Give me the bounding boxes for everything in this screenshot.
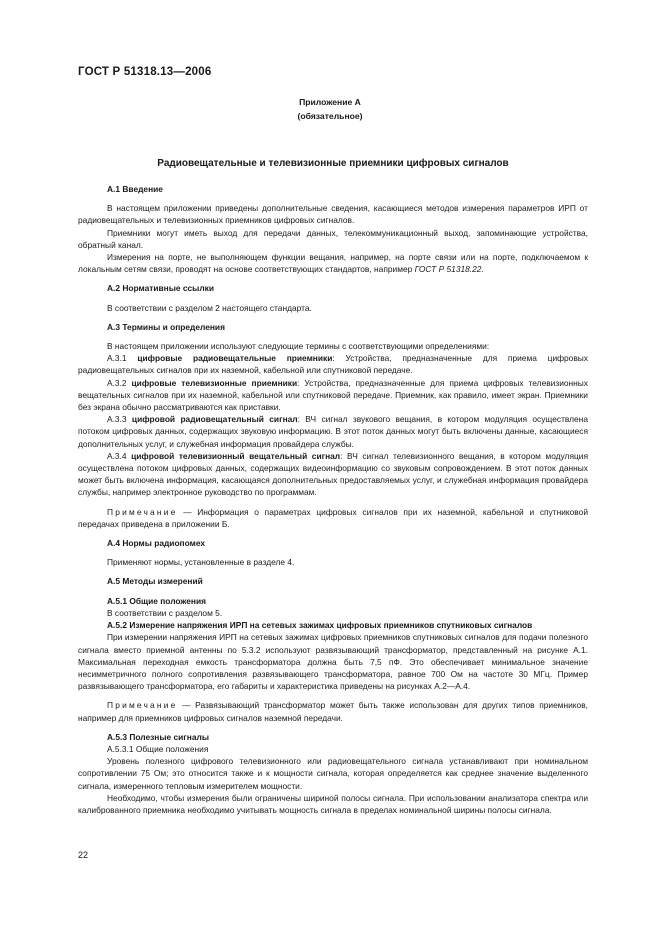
section-heading-a3: А.3 Термины и определения xyxy=(107,321,225,332)
note-text: — Информация о параметрах цифровых сигналов при их наземной, кабельной и спутниковой передачах приведена в приложении Б. xyxy=(78,506,588,529)
term-a3-1 xyxy=(78,352,588,376)
paragraph-a1-3-end: . xyxy=(481,264,484,275)
term-definition: : Устройства, предназначенные для приема цифровых радиовещательных сигналов при их наземной, кабельной или спутниковой передаче. xyxy=(78,353,588,376)
term-number: А.3.3 xyxy=(107,414,132,425)
annex-label-block xyxy=(240,95,420,123)
term-number: А.3.4 xyxy=(107,450,132,461)
note-text: — Развязывающий трансформатор может быть также использован для других типов приемников, например для приемников цифровых сигналов наземной передачи. xyxy=(78,700,588,723)
paragraph-a1-1: В настоящем приложении приведены дополнительные сведения, касающиеся методов измерения параметров ИРП от радиовещательных и телевизионных приемников цифровых сигналов. xyxy=(78,203,588,226)
subsection-heading-a5-1: А.5.1 Общие положения xyxy=(107,595,206,606)
term-number: А.3.1 xyxy=(107,353,138,364)
subsection-heading-a5-2: А.5.2 Измерение напряжения ИРП на сетевых зажимах цифровых приемников спутниковых сигналов xyxy=(107,620,533,631)
note-label: Примечание xyxy=(107,506,178,517)
paragraph-a1-2: Приемники могут иметь выход для передачи данных, телекоммуникационный выход, запоминающие устройства, обратный канал. xyxy=(78,227,588,250)
paragraph-a5-1: В соответствии с разделом 5. xyxy=(107,607,223,618)
term-a3-2 xyxy=(78,377,588,414)
term-name: цифровые радиовещательные приемники xyxy=(137,353,333,364)
section-heading-a2: А.2 Нормативные ссылки xyxy=(107,283,214,294)
paragraph-a5-3-1-2: Необходимо, чтобы измерения были ограничены шириной полосы сигнала. При использовании анализатора спектра или калиброванного приемника необходимо учитывать мощность сигнала в пределах номинальной ширины полосы сигнала. xyxy=(78,792,588,815)
note-label: Примечание xyxy=(107,700,178,711)
term-definition: : ВЧ сигнал звукового вещания, в котором модуляция осуществлена потоком цифровых данных, содержащих звуковую информацию. В этот поток данных могут быть включены данные, касающиеся дополнительных услуг, и служебная информация провайдера службы. xyxy=(78,414,588,449)
paragraph-a5-3-1-1: Уровень полезного цифрового телевизионного или радиовещательного сигнала устанавливают при номинальном сопротивлении 75 Ом; это относится также и к мощности сигнала, которая определяется как среднее значение выделенного сигнала, измеренного тепловым измерителем мощности. xyxy=(78,756,588,791)
annex-title: Радиовещательные и телевизионные приемники цифровых сигналов xyxy=(157,158,509,169)
note-a5-2 xyxy=(78,699,588,723)
document-body xyxy=(78,183,588,816)
term-definition: : Устройства, предназначенные для приема цифровых телевизионных вещательных сигналов при их наземной, кабельной или спутниковой передаче. Приемник, как правило, имеет экран. Приемники без экрана обычно рассматриваются как приставки. xyxy=(78,377,588,413)
paragraph-a5-2: При измерении напряжения ИРП на сетевых зажимах цифровых приемников спутниковых сигналов для подачи полезного сигнала вместо приемной антенны по 5.3.2 используют развязывающий трансформатор, представленный на рисунке А.1. Максимальная переходная емкость трансформатора должна быть 7,5 пФ. Это обеспечивает минимальное значение несимметричного полного сопротивления развязывающего трансформатора, равное 700 Ом на частоте 30 МГц. Пример развязывающего трансформатора, его габариты и характеристика приведены на рисунках А.2—А.4. xyxy=(78,632,588,692)
term-name: цифровой телевизионный вещательный сигнал xyxy=(131,450,341,461)
term-a3-3 xyxy=(78,413,588,450)
paragraph-a3-intro: В настоящем приложении используют следующие термины с соответствующими определениями: xyxy=(107,341,490,352)
section-heading-a1: А.1 Введение xyxy=(107,184,163,194)
subsection-heading-a5-3: А.5.3 Полезные сигналы xyxy=(107,731,209,742)
paragraph-a2-1: В соответствии с разделом 2 настоящего стандарта. xyxy=(107,302,312,313)
term-definition: : ВЧ сигнал телевизионного вещания, в котором модуляция осуществлена потоком цифровых данных, содержащих видеоинформацию со звуковым сопровождением. В этот поток данных может быть включена информация, касающаяся дополнительных предоставляемых услуг, и служебная информация провайдера службы, например электронное руководство по программам. xyxy=(78,450,588,498)
page-number: 22 xyxy=(78,850,89,860)
annex-label: Приложение А xyxy=(299,97,361,107)
term-name: цифровые телевизионные приемники xyxy=(131,377,298,388)
section-heading-a5: А.5 Методы измерений xyxy=(107,576,203,587)
term-a3-4 xyxy=(78,450,588,499)
section-heading-a4: А.4 Нормы радиопомех xyxy=(107,538,206,549)
term-number: А.3.2 xyxy=(107,377,132,388)
paragraph-a4-1: Применяют нормы, установленные в разделе 4. xyxy=(107,557,295,568)
annex-status: (обязательное) xyxy=(297,111,363,121)
subsection-heading-a5-3-1: А.5.3.1 Общие положения xyxy=(107,743,209,754)
paragraph-a1-3-text: Измерения на порте, не выполняющем функции вещания, например, на порте связи или на порте, подключаемом к локальным сетям связи, проводят на основе соответствующих стандартов, например xyxy=(78,252,588,275)
paragraph-a1-3 xyxy=(78,251,588,275)
note-a3 xyxy=(78,506,588,530)
term-name: цифровой радиовещательный сигнал xyxy=(131,414,298,425)
standard-code-header: ГОСТ Р 51318.13—2006 xyxy=(78,66,212,78)
standard-reference: ГОСТ Р 51318.22 xyxy=(414,264,482,275)
